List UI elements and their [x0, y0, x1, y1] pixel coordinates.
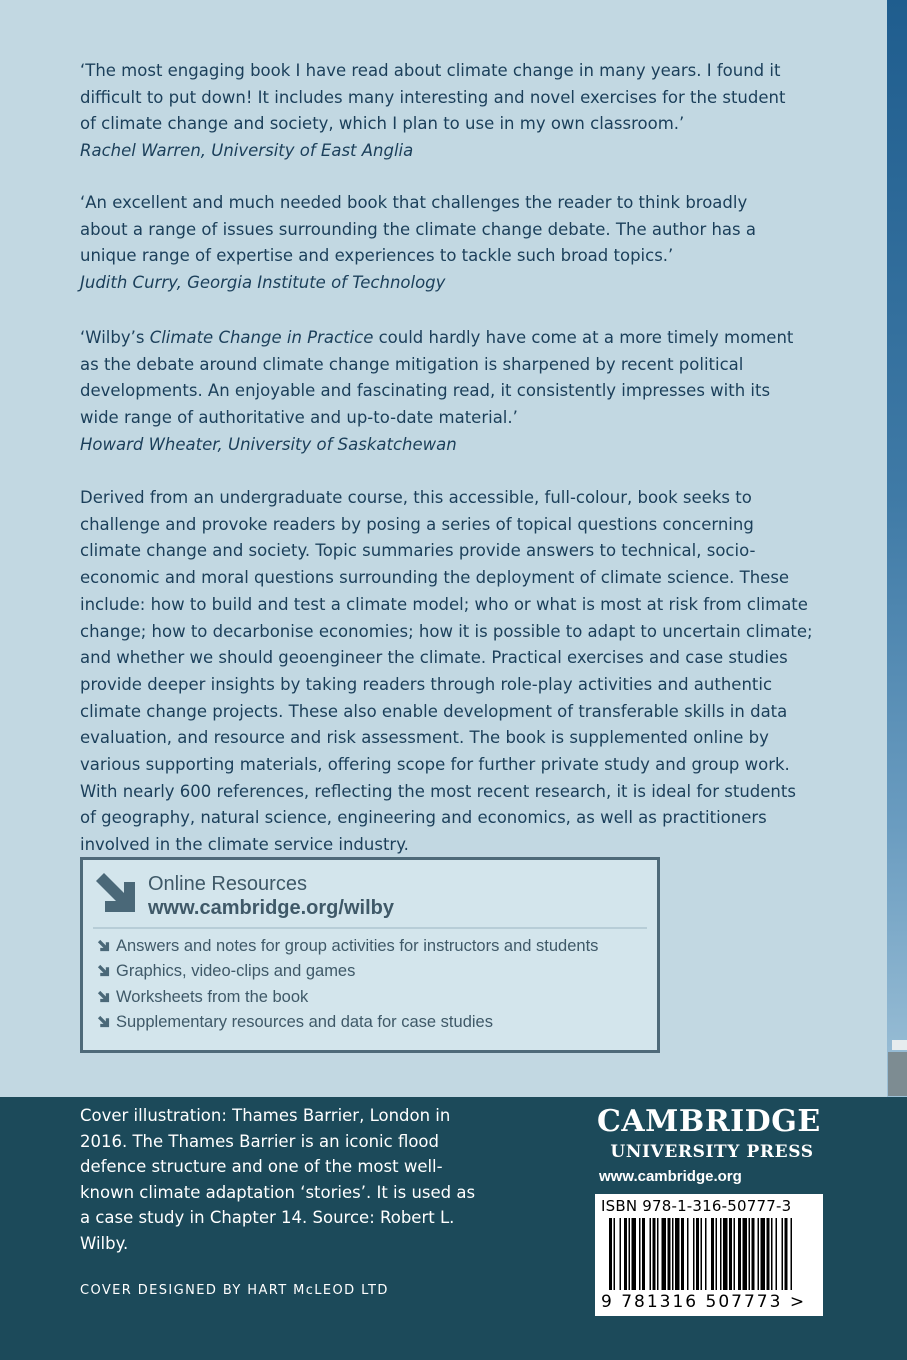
isbn-label: ISBN 978-1-316-50777-3: [601, 1197, 792, 1215]
list-item: [97, 1010, 598, 1035]
online-resources-url[interactable]: www.cambridge.org/wilby: [148, 897, 394, 919]
cover-photo-edge-structure: [888, 1052, 907, 1096]
publisher-logo-name: CAMBRIDGE: [597, 1104, 821, 1139]
cover-illustration-credit: Cover illustration: Thames Barrier, London in 2016. The Thames Barrier is an iconic flood defence structure and one of the most well-known climate adaptation ‘stories’. It is used as a case study in Chapter 14. Source: Robert L. Wilby.: [80, 1106, 476, 1253]
online-resources-list: [97, 934, 598, 1035]
arrow-down-right-icon: [97, 939, 110, 952]
list-item-label: Worksheets from the book: [116, 987, 309, 1006]
list-item: [97, 985, 598, 1010]
publisher-url[interactable]: www.cambridge.org: [599, 1168, 742, 1185]
list-item: [97, 959, 598, 984]
list-item-label: Graphics, video-clips and games: [116, 962, 356, 981]
book-title: Climate Change in Practice: [149, 328, 374, 347]
book-description: Derived from an undergraduate course, this accessible, full-colour, book seeks to challenge and provoke readers by posing a series of topical questions concerning climate change and society. Topic summaries provide answers to technical, socio-economic and moral questions surrounding the deployment of climate science. These include: how to build and test a climate model; who or what is most at risk from climate change; how to decarbonise economies; how it is possible to adapt to uncertain climate; and whether we should geoengineer the climate. Practical exercises and case studies provide deeper insights by taking readers through role-play activities and authentic climate change projects. These also enable development of transferable skills in data evaluation, and resource and risk assessment. The book is supplemented online by various supporting materials, offering scope for further private study and group work. With nearly 600 references, reflecting the most recent research, it is ideal for students of geography, natural science, engineering and economics, as well as practitioners involved in the climate service industry.: [80, 488, 813, 855]
endorsement-quote-3: [80, 325, 800, 459]
endorsement-quote-1: [80, 58, 800, 165]
arrow-down-right-icon: [97, 964, 110, 977]
arrow-down-right-icon: [97, 990, 110, 1003]
quote-text: ‘The most engaging book I have read about climate change in many years. I found it difficult to put down! It includes many interesting and novel exercises for the student of climate change and society, which I plan to use in my own classroom.’: [80, 61, 786, 134]
list-item: [97, 934, 598, 959]
cover-designer-credit: COVER DESIGNED BY HART McLEOD LTD: [80, 1283, 389, 1298]
quote-text-prefix: ‘Wilby’s: [80, 328, 150, 347]
list-item-label: Answers and notes for group activities for instructors and students: [116, 937, 599, 955]
barcode-panel: [595, 1194, 823, 1316]
cover-photo-edge-highlight: [892, 1040, 907, 1050]
quote-attribution: Howard Wheater, University of Saskatchewan: [80, 434, 457, 454]
quote-attribution: Rachel Warren, University of East Anglia: [80, 141, 414, 161]
arrow-down-right-icon: [93, 870, 139, 916]
cover-footer: [0, 1097, 907, 1360]
quote-text: [80, 325, 800, 432]
publisher-logo-press: UNIVERSITY PRESS: [610, 1142, 814, 1162]
divider: [93, 927, 647, 929]
quote-text: ‘An excellent and much needed book that challenges the reader to think broadly about a range of issues surrounding the climate change debate. The author has a unique range of expertise and experiences to tackle such broad topics.’: [80, 193, 756, 266]
cover-photo-edge: [887, 0, 907, 1100]
quote-attribution: Judith Curry, Georgia Institute of Technology: [80, 273, 446, 293]
list-item-label: Supplementary resources and data for case studies: [116, 1012, 493, 1031]
endorsement-quote-2: [80, 190, 800, 297]
online-resources-box: [80, 857, 660, 1053]
online-resources-heading: Online Resources: [148, 873, 307, 895]
barcode-digits: 9 781316 507773 >: [601, 1292, 807, 1312]
quote-text-suffix: could hardly have come at a more timely moment as the debate around climate change mitigation is sharpened by recent political developments. An enjoyable and fascinating read, it consistently impresses with its wide range of authoritative and up-to-date material.’: [80, 328, 794, 428]
arrow-down-right-icon: [97, 1015, 110, 1028]
